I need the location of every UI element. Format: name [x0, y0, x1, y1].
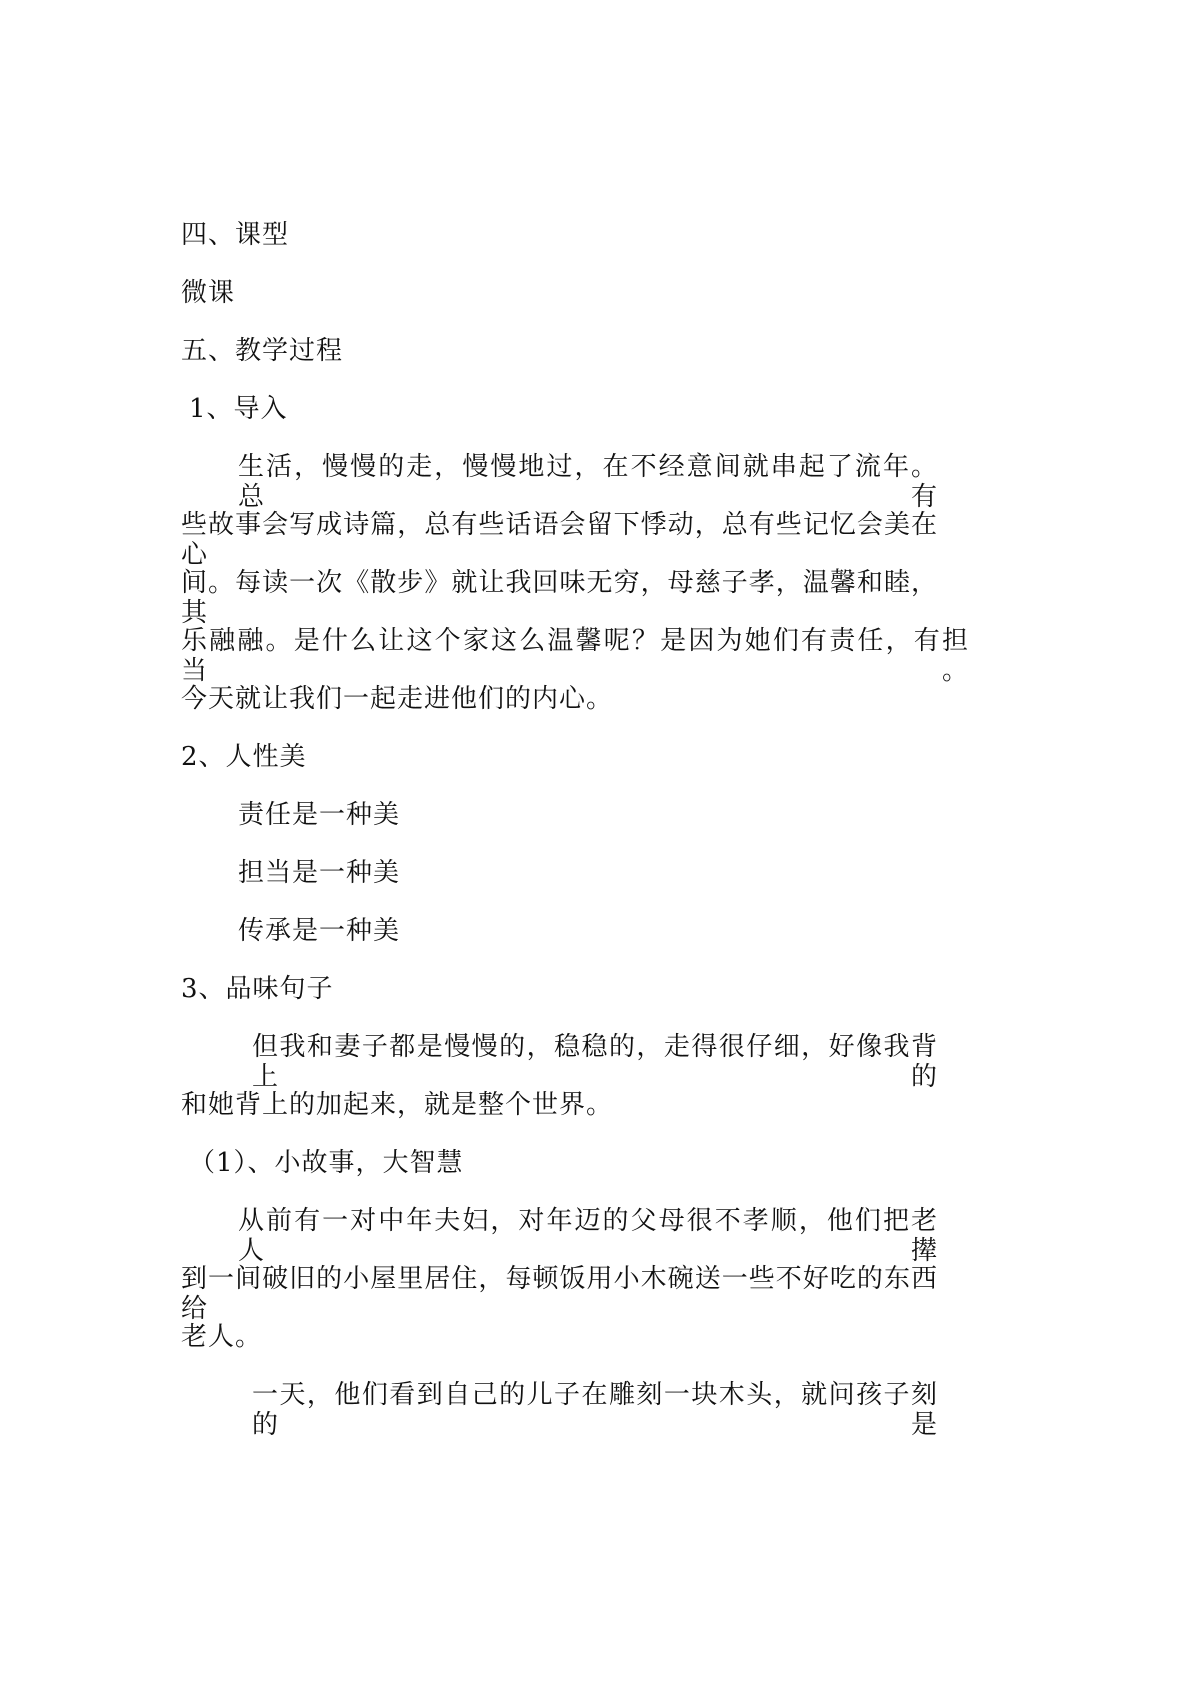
paragraph-line: 些故事会写成诗篇，总有些话语会留下悸动，总有些记忆会美在心 — [181, 510, 938, 570]
subheading-human-beauty: 2、人性美 — [181, 742, 307, 772]
quoted-sentence-line: 但我和妻子都是慢慢的，稳稳的，走得很仔细，好像我背上的 — [252, 1032, 938, 1092]
subheading-savor-sentence: 3、品味句子 — [181, 974, 334, 1004]
story-line: 一天，他们看到自己的儿子在雕刻一块木头，就问孩子刻的是 — [252, 1380, 938, 1440]
list-item: 担当是一种美 — [238, 858, 401, 888]
story-line: 从前有一对中年夫妇，对年迈的父母很不孝顺，他们把老人撵 — [238, 1206, 938, 1266]
subheading-small-story: （1）、小故事，大智慧 — [189, 1148, 464, 1178]
paragraph-line: 乐融融。是什么让这个家这么温馨呢？是因为她们有责任，有担当。 — [181, 626, 969, 686]
section-heading-teaching-process: 五、教学过程 — [181, 336, 344, 366]
paragraph-line: 今天就让我们一起走进他们的内心。 — [181, 684, 614, 714]
subheading-introduction: 1、导入 — [189, 394, 288, 424]
story-line: 到一间破旧的小屋里居住，每顿饭用小木碗送一些不好吃的东西给 — [181, 1264, 938, 1324]
paragraph-line: 生活，慢慢的走，慢慢地过，在不经意间就串起了流年。总有 — [238, 452, 938, 512]
quoted-sentence-line: 和她背上的加起来，就是整个世界。 — [181, 1090, 614, 1120]
list-item: 传承是一种美 — [238, 916, 401, 946]
story-line: 老人。 — [181, 1322, 263, 1352]
list-item: 责任是一种美 — [238, 800, 401, 830]
paragraph-line: 间。每读一次《散步》就让我回味无穷，母慈子孝，温馨和睦，其 — [181, 568, 938, 628]
section-heading-lesson-type: 四、课型 — [181, 220, 290, 250]
lesson-type-value: 微课 — [181, 278, 236, 308]
